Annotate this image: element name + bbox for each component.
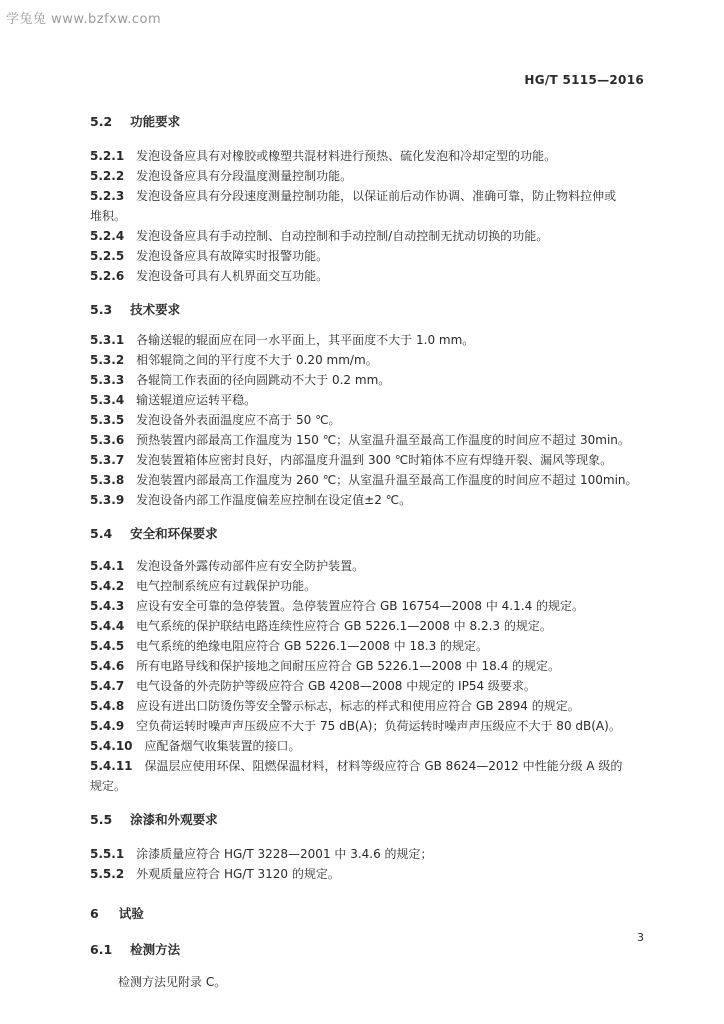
clause-text: 预热装置内部最高工作温度为 150 ℃；从室温升温至最高工作温度的时间应不超过 30min。 (136, 433, 630, 447)
clause-number: 5.2.1 (90, 149, 125, 163)
clause-5-2-2 (90, 166, 662, 186)
clause-5-5-1 (90, 844, 662, 864)
clause-text: 涂漆质量应符合 HG/T 3228—2001 中 3.4.6 的规定； (136, 847, 433, 861)
clause-5-4-3 (90, 596, 662, 616)
section-heading-5-2 (90, 112, 662, 132)
clause-continuation: 规定。 (90, 779, 127, 793)
clause-5-2-5 (90, 246, 662, 266)
clause-5-3-9 (90, 490, 662, 510)
clause-text: 电气控制系统应有过载保护功能。 (136, 579, 317, 593)
clause-5-4-4 (90, 616, 662, 636)
clause-text: 应配备烟气收集装置的接口。 (144, 739, 301, 753)
section-number: 5.4 (90, 526, 113, 541)
clause-number: 5.4.5 (90, 639, 125, 653)
clause-number: 5.3.7 (90, 453, 125, 467)
clause-5-4-1 (90, 556, 662, 576)
section-title: 技术要求 (130, 302, 181, 317)
clause-number: 5.2.5 (90, 249, 125, 263)
watermark: 学兔兔 www.bzfxw.com (6, 12, 162, 27)
clause-text: 发泡装置箱体应密封良好，内部温度升温到 300 ℃时箱体不应有焊缝开裂、漏风等现象。 (136, 453, 613, 467)
section-number: 5.3 (90, 302, 113, 317)
clause-number: 5.4.3 (90, 599, 125, 613)
clause-number: 5.4.1 (90, 559, 125, 573)
clause-number: 5.2.2 (90, 169, 125, 183)
clause-5-3-8 (90, 470, 662, 490)
clause-5-3-3 (90, 370, 662, 390)
section-heading-6-1 (90, 940, 662, 960)
clause-5-4-6 (90, 656, 662, 676)
document-code: HG/T 5115—2016 (524, 73, 644, 87)
clause-5-3-2 (90, 350, 662, 370)
clause-text: 保温层应使用环保、阻燃保温材料，材料等级应符合 GB 8624—2012 中性能分级 A 级的 (144, 759, 623, 773)
paragraph-test-method: 检测方法见附录 C。 (118, 975, 227, 989)
clause-text: 发泡设备内部工作温度偏差应控制在设定值±2 ℃。 (136, 493, 412, 507)
clause-number: 5.4.11 (90, 759, 133, 773)
clause-text: 输送辊道应运转平稳。 (136, 393, 257, 407)
clause-text: 发泡设备外露传动部件应有安全防护装置。 (136, 559, 365, 573)
clause-number: 5.3.2 (90, 353, 125, 367)
clause-number: 5.4.7 (90, 679, 125, 693)
clause-5-4-11 (90, 756, 662, 776)
section-title: 涂漆和外观要求 (130, 812, 218, 827)
section-title: 功能要求 (130, 114, 181, 129)
clause-number: 5.5.2 (90, 867, 125, 881)
section-number: 5.2 (90, 114, 113, 129)
clause-number: 5.4.8 (90, 699, 125, 713)
clause-number: 5.4.10 (90, 739, 133, 753)
clause-text: 发泡设备应具有手动控制、自动控制和手动控制/自动控制无扰动切换的功能。 (136, 229, 549, 243)
clause-number: 5.2.6 (90, 269, 125, 283)
clause-text: 发泡设备应具有分段温度测量控制功能。 (136, 169, 353, 183)
chapter-heading-6 (90, 904, 662, 924)
clause-text: 发泡设备应具有对橡胶或橡塑共混材料进行预热、硫化发泡和冷却定型的功能。 (136, 149, 557, 163)
section-heading-5-4 (90, 524, 662, 544)
clause-number: 5.3.9 (90, 493, 125, 507)
clause-text: 各辊筒工作表面的径向圆跳动不大于 0.2 mm。 (136, 373, 391, 387)
clause-5-4-5 (90, 636, 662, 656)
clause-text: 空负荷运转时噪声声压级应不大于 75 dB(A)；负荷运转时噪声声压级应不大于 80 dB(A)。 (136, 719, 621, 733)
clause-number: 5.3.4 (90, 393, 125, 407)
section-number: 5.5 (90, 812, 113, 827)
clause-number: 5.2.3 (90, 189, 125, 203)
clause-text: 电气设备的外壳防护等级应符合 GB 4208—2008 中规定的 IP54 级要求。 (136, 679, 536, 693)
clause-5-5-2 (90, 864, 662, 884)
clause-5-2-1 (90, 146, 662, 166)
chapter-title: 试验 (118, 906, 144, 921)
clause-number: 5.4.9 (90, 719, 125, 733)
clause-text: 发泡设备外表面温度应不高于 50 ℃。 (136, 413, 341, 427)
clause-number: 5.4.4 (90, 619, 125, 633)
clause-number: 5.3.8 (90, 473, 125, 487)
clause-5-3-5 (90, 410, 662, 430)
page-number: 3 (637, 931, 644, 944)
clause-5-4-9 (90, 716, 662, 736)
clause-text: 电气系统的绝缘电阻应符合 GB 5226.1—2008 中 18.3 的规定。 (136, 639, 489, 653)
section-heading-5-5 (90, 810, 662, 830)
clause-text: 发泡设备可具有人机界面交互功能。 (136, 269, 329, 283)
clause-number: 5.3.1 (90, 333, 125, 347)
clause-5-3-4 (90, 390, 662, 410)
clause-5-2-4 (90, 226, 662, 246)
section-number: 6.1 (90, 942, 113, 957)
clause-5-4-2 (90, 576, 662, 596)
clause-number: 5.4.6 (90, 659, 125, 673)
clause-5-2-3 (90, 186, 662, 206)
clause-text: 所有电路导线和保护接地之间耐压应符合 GB 5226.1—2008 中 18.4 的规定。 (136, 659, 561, 673)
clause-5-4-8 (90, 696, 662, 716)
clause-number: 5.2.4 (90, 229, 125, 243)
clause-text: 电气系统的保护联结电路连续性应符合 GB 5226.1—2008 中 8.2.3 的规定。 (136, 619, 552, 633)
clause-5-3-1 (90, 330, 662, 350)
section-title: 检测方法 (130, 942, 181, 957)
clause-number: 5.4.2 (90, 579, 125, 593)
clause-5-4-10 (90, 736, 662, 756)
clause-text: 发泡设备应具有故障实时报警功能。 (136, 249, 329, 263)
clause-number: 5.5.1 (90, 847, 125, 861)
clause-5-3-6 (90, 430, 662, 450)
clause-text: 发泡装置内部最高工作温度为 260 ℃；从室温升温至最高工作温度的时间应不超过 100min。 (136, 473, 638, 487)
page-body (90, 112, 662, 992)
clause-number: 5.3.6 (90, 433, 125, 447)
clause-text: 相邻辊筒之间的平行度不大于 0.20 mm/m。 (136, 353, 378, 367)
clause-text: 发泡设备应具有分段速度测量控制功能，以保证前后动作协调、准确可靠，防止物料拉伸或 (136, 189, 617, 203)
clause-text: 各输送辊的辊面应在同一水平面上，其平面度不大于 1.0 mm。 (136, 333, 475, 347)
clause-text: 应设有安全可靠的急停装置。急停装置应符合 GB 16754—2008 中 4.1.4 的规定。 (136, 599, 585, 613)
clause-text: 外观质量应符合 HG/T 3120 的规定。 (136, 867, 340, 881)
section-heading-5-3 (90, 300, 662, 320)
clause-number: 5.3.5 (90, 413, 125, 427)
clause-number: 5.3.3 (90, 373, 125, 387)
clause-5-3-7 (90, 450, 662, 470)
clause-5-4-7 (90, 676, 662, 696)
clause-text: 应设有进出口防烫伤等安全警示标志，标志的样式和使用应符合 GB 2894 的规定。 (136, 699, 580, 713)
clause-continuation: 堆积。 (90, 209, 127, 223)
section-title: 安全和环保要求 (130, 526, 218, 541)
chapter-number: 6 (90, 906, 99, 921)
clause-5-2-6 (90, 266, 662, 286)
